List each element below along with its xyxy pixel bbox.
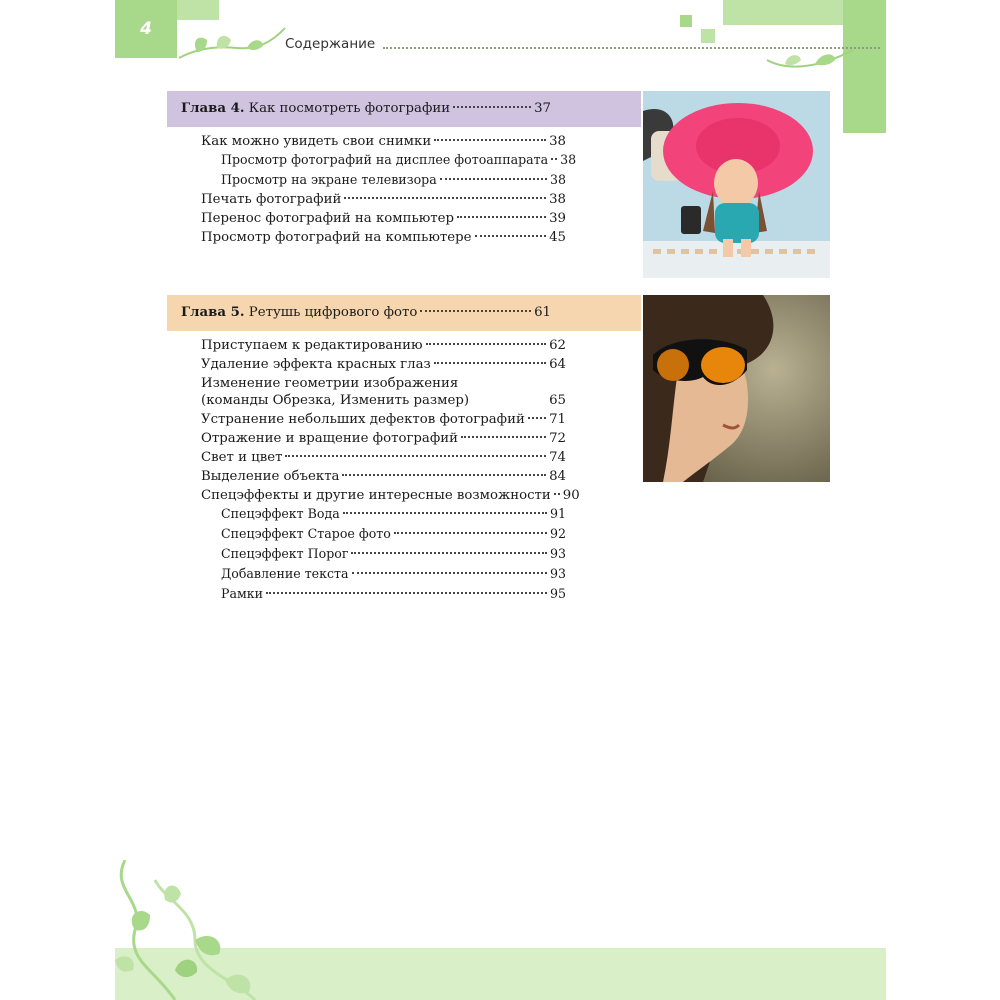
entry-title: Спецэффект Вода [221,506,340,521]
toc-entry[interactable] [201,487,580,505]
leader-dots [344,197,546,199]
entry-title: Добавление текста [221,566,349,581]
entry-page: 45 [549,230,566,245]
photo-girl-in-pink-hat [643,91,830,278]
entry-page: 64 [549,357,566,372]
toc-entry[interactable] [201,133,566,151]
toc-entry[interactable] [221,585,566,603]
leader-dots [551,158,557,160]
entry-page: 92 [549,526,566,541]
leader-dots [457,216,546,218]
toc-entry[interactable] [221,151,577,169]
toc-entry[interactable] [201,411,566,429]
entry-title: Спецэффект Старое фото [221,526,391,541]
toc-entry[interactable] [221,505,566,523]
section-title: Содержание [285,36,376,52]
book-page [115,0,886,1000]
entry-title: Как можно увидеть свои снимки [201,134,432,149]
leader-dots [343,512,547,514]
leader-dots [394,532,547,534]
entry-page: 93 [549,566,566,581]
chapter-4-heading[interactable] [181,100,551,118]
leader-dots [352,572,547,574]
entry-page: 38 [549,172,566,187]
toc-entry[interactable] [221,565,566,583]
entry-page: 90 [562,488,580,503]
entry-title: Просмотр на экране телевизора [221,172,437,187]
header-block-small [177,0,219,20]
entry-page: 74 [549,450,566,465]
entry-title: Отражение и вращение фотографий [201,431,458,446]
entry-title: Спецэффекты и другие интересные возможности [201,488,551,503]
entry-page: 91 [549,506,566,521]
leader-dots [461,436,546,438]
entry-title: (команды Обрезка, Изменить размер) [201,393,470,408]
entry-page: 62 [549,338,566,353]
entry-title: Рамки [221,586,264,601]
leader-dots [351,552,547,554]
header-square-1 [680,15,692,27]
floral-ornament-icon [115,860,355,1000]
leader-dots [420,310,531,312]
entry-title: Устранение небольших дефектов фотографий [201,412,525,427]
leader-dots [472,398,546,400]
photo-woman-sunglasses [643,295,830,482]
chapter-page: 61 [534,305,551,320]
entry-page: 39 [549,211,566,226]
leader-dots [434,139,546,141]
leader-dots [342,474,546,476]
vine-ornament-right-icon [765,30,855,75]
toc-entry[interactable] [201,191,566,209]
chapter-label: Глава 5. [181,305,245,320]
entry-title: Свет и цвет [201,450,283,465]
entry-title: Спецэффект Порог [221,546,349,561]
leader-dots [528,417,546,419]
toc-entry-line1[interactable] [201,375,566,393]
toc-entry[interactable] [201,392,566,410]
leader-dots [285,455,546,457]
leader-dots [554,493,560,495]
toc-entry[interactable] [221,545,566,563]
toc-entry[interactable] [221,171,566,189]
entry-title: Просмотр фотографий на дисплее фотоаппарата [221,152,549,167]
entry-page: 71 [549,412,566,427]
leader-dots [475,235,547,237]
chapter-5-band [167,295,641,331]
toc-entry[interactable] [221,525,566,543]
entry-title: Удаление эффекта красных глаз [201,357,431,372]
chapter-5-heading[interactable] [181,304,551,322]
toc-entry[interactable] [201,468,566,486]
entry-page: 38 [560,152,577,167]
chapter-title: Ретушь цифрового фото [248,305,418,320]
header-square-2 [701,29,715,43]
entry-page: 95 [549,586,566,601]
toc-entry[interactable] [201,449,566,467]
leader-dots [426,343,546,345]
header-block-right [723,0,843,25]
entry-page: 93 [549,546,566,561]
entry-title: Печать фотографий [201,192,342,207]
chapter-title: Как посмотреть фотографии [248,101,451,116]
entry-page: 84 [549,469,566,484]
entry-page: 38 [549,192,566,207]
header-dotted-line [383,47,880,49]
toc-entry[interactable] [201,356,566,374]
toc-entry[interactable] [201,229,566,247]
toc-entry[interactable] [201,430,566,448]
leader-dots [266,592,547,594]
chapter-page: 37 [534,101,551,116]
toc-entry[interactable] [201,210,566,228]
chapter-label: Глава 4. [181,101,245,116]
leader-dots [434,362,546,364]
toc-entry[interactable] [201,337,566,355]
entry-title: Просмотр фотографий на компьютере [201,230,472,245]
entry-title: Изменение геометрии изображения [201,376,459,391]
chapter-4-band [167,91,641,127]
leader-dots [453,106,531,108]
entry-title: Перенос фотографий на компьютер [201,211,455,226]
entry-title: Выделение объекта [201,469,340,484]
header-block-right-dark [843,0,886,25]
leader-dots [440,178,547,180]
entry-title: Приступаем к редактированию [201,338,423,353]
page-number: 4 [115,0,177,58]
entry-page: 65 [549,393,566,408]
vine-ornament-icon [177,18,287,63]
entry-page: 72 [549,431,566,446]
entry-page: 38 [549,134,566,149]
